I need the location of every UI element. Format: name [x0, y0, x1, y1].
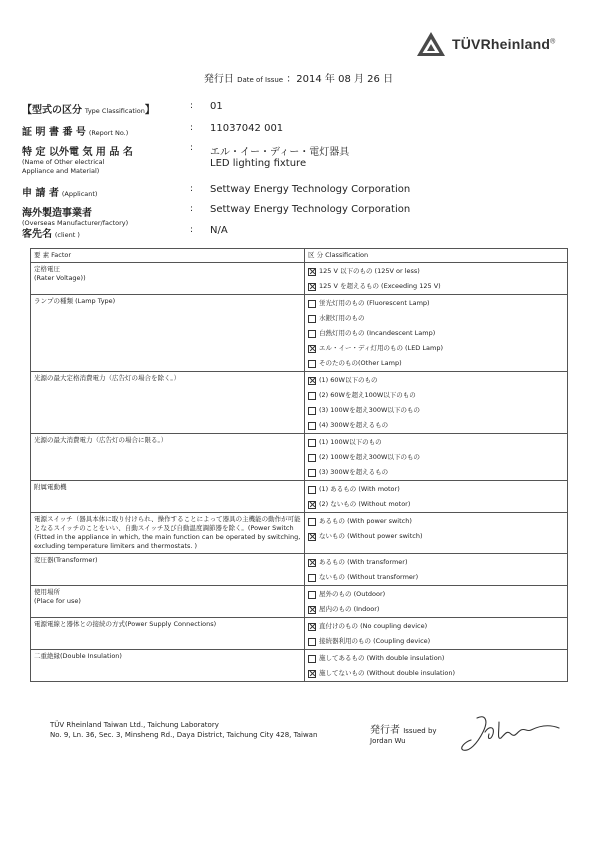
checked-box-icon	[308, 670, 316, 678]
classification-option: 施してあるもの (With double insulation)	[308, 654, 564, 663]
signature	[455, 712, 565, 760]
factor-cell: 二重絶縁(Double Insulation)	[31, 650, 305, 682]
field-value: Settway Energy Technology Corporation	[210, 204, 411, 215]
classification-option: あるもの (With transformer)	[308, 558, 564, 567]
classification-option: エル・イー・ディ灯用のもの (LED Lamp)	[308, 344, 564, 353]
field-label: 【型式の区分 Type Classification】	[22, 105, 155, 116]
classification-cell	[305, 513, 568, 554]
factor-cell: 光源の最大消費電力（広告灯の場合に限る。）	[31, 434, 305, 481]
table-row	[31, 554, 568, 586]
table-row	[31, 650, 568, 682]
classification-option: (4) 300Wを超えるもの	[308, 421, 564, 430]
factor-header: 要 素 Factor	[31, 249, 305, 263]
field-colon: :	[190, 204, 194, 214]
classification-option: 屋外のもの (Outdoor)	[308, 590, 564, 599]
checked-box-icon	[308, 559, 316, 567]
issuer-name: Jordan Wu	[370, 737, 406, 745]
classification-option: (1) あるもの (With motor)	[308, 485, 564, 494]
classification-cell	[305, 554, 568, 586]
empty-box-icon	[308, 469, 316, 477]
classification-option: ないもの (Without power switch)	[308, 532, 564, 541]
classification-cell	[305, 372, 568, 434]
classification-option: 直付けのもの (No coupling device)	[308, 622, 564, 631]
classification-option: (1) 60W以下のもの	[308, 376, 564, 385]
field-value: Settway Energy Technology Corporation	[210, 184, 411, 195]
checked-box-icon	[308, 533, 316, 541]
classification-option: 白熱灯用のもの (Incandescent Lamp)	[308, 329, 564, 338]
classification-table	[30, 248, 568, 682]
classification-cell	[305, 434, 568, 481]
checked-box-icon	[308, 606, 316, 614]
classification-option: (2) ないもの (Without motor)	[308, 500, 564, 509]
factor-cell: 光源の最大定格消費電力（広告灯の場合を除く。）	[31, 372, 305, 434]
empty-box-icon	[308, 655, 316, 663]
table-row	[31, 513, 568, 554]
field-value: 11037042 001	[210, 123, 284, 134]
classification-option: 125 V 以下のもの (125V or less)	[308, 267, 564, 276]
empty-box-icon	[308, 330, 316, 338]
empty-box-icon	[308, 392, 316, 400]
factor-cell: 変圧器(Transformer)	[31, 554, 305, 586]
classification-option: ないもの (Without transformer)	[308, 573, 564, 582]
lab-address: TÜV Rheinland Taiwan Ltd., Taichung Laboratory No. 9, Ln. 36, Sec. 3, Minsheng Rd., Daya District, Taichung City 428, Taiwan	[50, 721, 318, 739]
table-row	[31, 372, 568, 434]
classification-option: (2) 60Wを超え100W以下のもの	[308, 391, 564, 400]
table-row	[31, 586, 568, 618]
field-colon: :	[190, 184, 194, 194]
empty-box-icon	[308, 422, 316, 430]
field-label: 証 明 書 番 号 (Report No.)	[22, 127, 129, 138]
checked-box-icon	[308, 283, 316, 291]
field-colon: :	[190, 225, 194, 235]
classification-option: 125 V を超えるもの (Exceeding 125 V)	[308, 282, 564, 291]
empty-box-icon	[308, 486, 316, 494]
classification-option: (3) 100Wを超え300W以下のもの	[308, 406, 564, 415]
checked-box-icon	[308, 501, 316, 509]
classification-option: 屋内のもの (Indoor)	[308, 605, 564, 614]
field-colon: :	[190, 143, 194, 153]
field-label: 申 請 者 (Applicant)	[22, 188, 98, 199]
field-value: エル・イー・ディー・電灯器具 LED lighting fixture	[210, 147, 350, 169]
issue-date: 発行日 Date of Issue ：2014 年 08 月 26 日	[203, 74, 394, 85]
field-value: N/A	[210, 225, 228, 236]
issued-by: 発行者 Issued by Jordan Wu	[370, 725, 437, 745]
field-value: 01	[210, 101, 223, 112]
table-row	[31, 263, 568, 295]
checked-box-icon	[308, 377, 316, 385]
classification-cell	[305, 618, 568, 650]
empty-box-icon	[308, 518, 316, 526]
empty-box-icon	[308, 315, 316, 323]
classification-option: 水銀灯用のもの	[308, 314, 564, 323]
classification-option: 接続器利用のもの (Coupling device)	[308, 637, 564, 646]
classification-option: (1) 100W以下のもの	[308, 438, 564, 447]
empty-box-icon	[308, 300, 316, 308]
empty-box-icon	[308, 591, 316, 599]
field-colon: :	[190, 123, 194, 133]
tuv-triangle-icon	[416, 31, 446, 57]
empty-box-icon	[308, 439, 316, 447]
classification-cell	[305, 263, 568, 295]
empty-box-icon	[308, 407, 316, 415]
classification-cell	[305, 481, 568, 513]
checked-box-icon	[308, 623, 316, 631]
factor-cell: 電源電線と器体との接続の方式(Power Supply Connections)	[31, 618, 305, 650]
factor-cell: ランプの種類 (Lamp Type)	[31, 295, 305, 372]
classification-option: (2) 100Wを超え300W以下のもの	[308, 453, 564, 462]
tuv-logo	[416, 30, 555, 58]
empty-box-icon	[308, 454, 316, 462]
factor-cell: 附属電動機	[31, 481, 305, 513]
classification-option: 施してないもの (Without double insulation)	[308, 669, 564, 678]
classification-option: あるもの (With power switch)	[308, 517, 564, 526]
factor-cell: 電源スイッチ（器具本体に取り付けられ、操作することによって器具の主機能の動作が可能となるスイッチのことをいい、自動スイッチ及び自動温度調節器を除く。(Power Switch (Fitted in the appliance in which, the main function can be operated by switching, excluding temperature limiters and thermostats. )	[31, 513, 305, 554]
empty-box-icon	[308, 574, 316, 582]
table-row	[31, 618, 568, 650]
field-label: 客先名 (client )	[22, 229, 80, 240]
factor-cell: 定格電圧 (Rater Voltage))	[31, 263, 305, 295]
classification-cell	[305, 586, 568, 618]
field-label: 海外製造事業者 (Overseas Manufacturer/factory)	[22, 208, 129, 227]
checked-box-icon	[308, 345, 316, 353]
classification-option: そのたのもの(Other Lamp)	[308, 359, 564, 368]
classification-option: (3) 300Wを超えるもの	[308, 468, 564, 477]
factor-cell: 使用場所 (Place for use)	[31, 586, 305, 618]
classification-cell	[305, 295, 568, 372]
field-label: 特 定 以外電 気 用 品 名 (Name of Other electrical Appliance and Material)	[22, 147, 133, 175]
classification-option: 蛍光灯用のもの (Fluorescent Lamp)	[308, 299, 564, 308]
empty-box-icon	[308, 638, 316, 646]
empty-box-icon	[308, 360, 316, 368]
table-row	[31, 295, 568, 372]
logo-wordmark: TÜVRheinland®	[452, 36, 556, 52]
field-colon: :	[190, 101, 194, 111]
classification-header: 区 分 Classification	[305, 249, 568, 263]
table-header-row	[31, 249, 568, 263]
table-row	[31, 434, 568, 481]
checked-box-icon	[308, 268, 316, 276]
classification-cell	[305, 650, 568, 682]
table-row	[31, 481, 568, 513]
